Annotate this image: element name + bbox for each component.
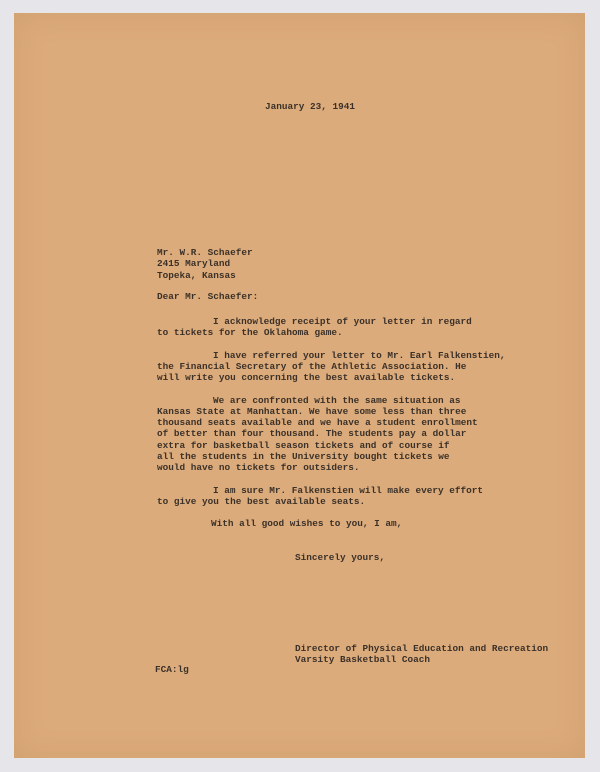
paragraph-3-line: We are confronted with the same situation as — [213, 395, 461, 406]
paragraph-1-line: to tickets for the Oklahoma game. — [157, 327, 343, 338]
reference-initials: FCA:lg — [155, 664, 189, 675]
recipient-city: Topeka, Kansas — [157, 270, 236, 281]
salutation: Dear Mr. Schaefer: — [157, 291, 259, 302]
paragraph-1-line: I acknowledge receipt of your letter in regard — [213, 316, 472, 327]
paragraph-2-line: I have referred your letter to Mr. Earl Falkenstien, — [213, 350, 506, 361]
signature-title: Director of Physical Education and Recreation — [295, 643, 549, 654]
signature-title: Varsity Basketball Coach — [295, 654, 431, 665]
paragraph-3-line: would have no tickets for outsiders. — [157, 462, 360, 473]
paragraph-2-line: the Financial Secretary of the Athletic Association. He — [157, 361, 467, 372]
recipient-name: Mr. W.R. Schaefer — [157, 247, 253, 258]
letter-date: January 23, 1941 — [265, 101, 356, 112]
paragraph-3-line: all the students in the University bought tickets we — [157, 451, 450, 462]
paragraph-2-line: will write you concerning the best available tickets. — [157, 372, 456, 383]
paragraph-3-line: thousand seats available and we have a student enrollment — [157, 417, 478, 428]
paragraph-3-line: of better than four thousand. The students pay a dollar — [157, 428, 467, 439]
paragraph-3-line: Kansas State at Manhattan. We have some less than three — [157, 406, 467, 417]
closing-line: With all good wishes to you, I am, — [211, 518, 403, 529]
paragraph-3-line: extra for basketball season tickets and of course if — [157, 440, 450, 451]
recipient-street: 2415 Maryland — [157, 258, 231, 269]
paragraph-4-line: to give you the best available seats. — [157, 496, 366, 507]
paragraph-4-line: I am sure Mr. Falkenstien will make every effort — [213, 485, 484, 496]
complimentary-close: Sincerely yours, — [295, 552, 386, 563]
